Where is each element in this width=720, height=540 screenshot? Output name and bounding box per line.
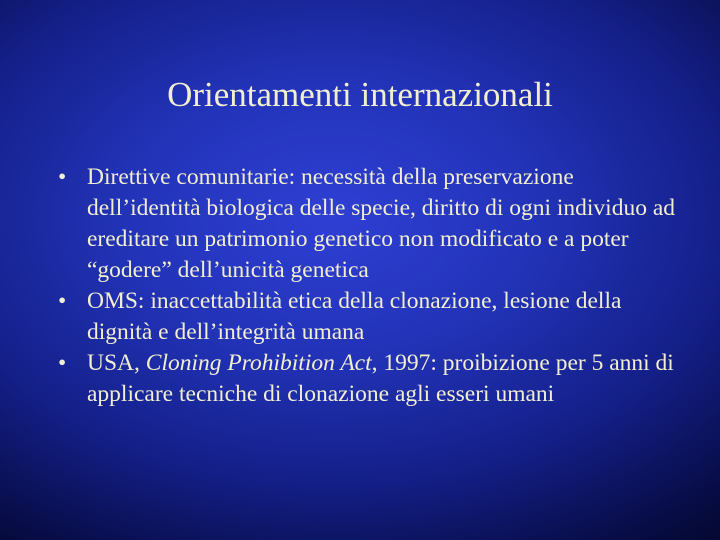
- bullet-icon: •: [58, 350, 67, 376]
- bullet-item-oms: [58, 286, 678, 348]
- act-name: Cloning Prohibition Act: [145, 350, 372, 376]
- bullet-list: [58, 162, 678, 410]
- bullet-text-prefix: USA,: [87, 350, 146, 376]
- bullet-item-usa: [58, 348, 678, 410]
- bullet-text: [87, 350, 674, 407]
- slide-title: Orientamenti internazionali: [167, 75, 553, 114]
- bullet-text: OMS: inaccettabilità etica della clonazione, lesione della dignità e dell’integrità umana: [87, 288, 622, 345]
- bullet-icon: •: [58, 288, 67, 314]
- bullet-icon: •: [58, 164, 67, 190]
- bullet-text: Direttive comunitarie: necessità della preservazione dell’identità biologica delle specie, diritto di ogni individuo ad ereditare un patrimonio genetico non modificato e a poter “godere” dell’unicità genetica: [87, 164, 676, 283]
- bullet-item-direttive: [58, 162, 678, 286]
- bullet-text-suffix: , 1997: proibizione per 5 anni di applicare tecniche di clonazione agli esseri umani: [87, 350, 674, 407]
